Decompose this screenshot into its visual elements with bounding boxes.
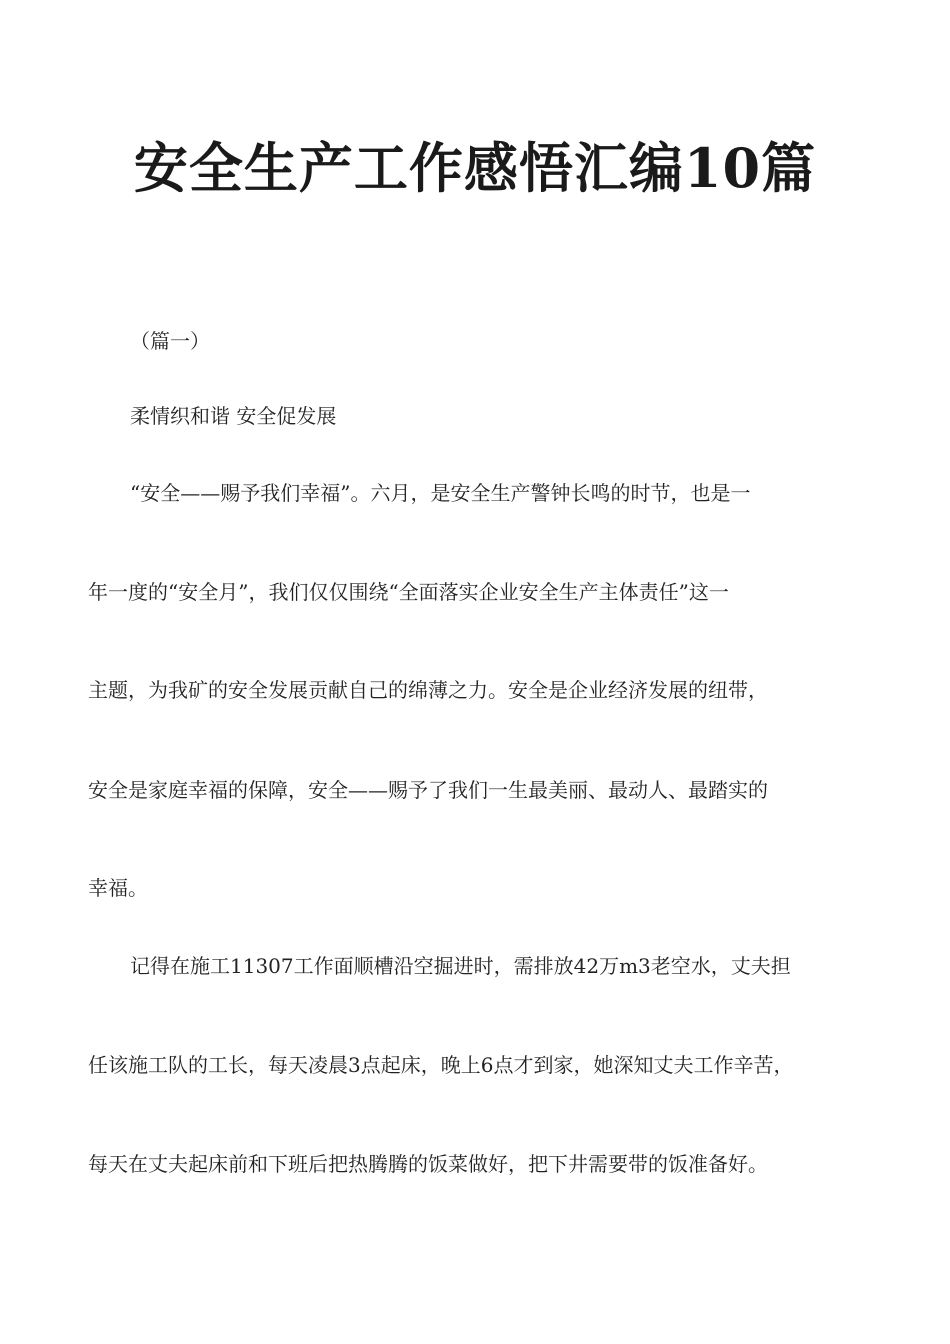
section-subtitle: 柔情织和谐 安全促发展 bbox=[130, 404, 337, 428]
document-title: 安全生产工作感悟汇编10篇 bbox=[133, 136, 817, 200]
paragraph-line: 每天在丈夫起床前和下班后把热腾腾的饭菜做好，把下井需要带的饭准备好。 bbox=[88, 1152, 768, 1176]
paragraph-line: 记得在施工11307工作面顺槽沿空掘进时，需排放42万m3老空水，丈夫担 bbox=[130, 954, 791, 978]
paragraph-line: 任该施工队的工长，每天凌晨3点起床，晚上6点才到家，她深知丈夫工作辛苦， bbox=[88, 1053, 794, 1077]
paragraph-line: 幸福。 bbox=[88, 876, 148, 900]
section-label: （篇一） bbox=[130, 329, 210, 353]
paragraph-line: 年一度的“安全月”，我们仅仅围绕“全面落实企业安全生产主体责任”这一 bbox=[88, 580, 729, 604]
paragraph-line: 主题，为我矿的安全发展贡献自己的绵薄之力。安全是企业经济发展的纽带， bbox=[88, 678, 768, 702]
paragraph-line: “安全——赐予我们幸福”。六月，是安全生产警钟长鸣的时节，也是一 bbox=[130, 481, 751, 505]
paragraph-line: 安全是家庭幸福的保障，安全——赐予了我们一生最美丽、最动人、最踏实的 bbox=[88, 778, 768, 802]
